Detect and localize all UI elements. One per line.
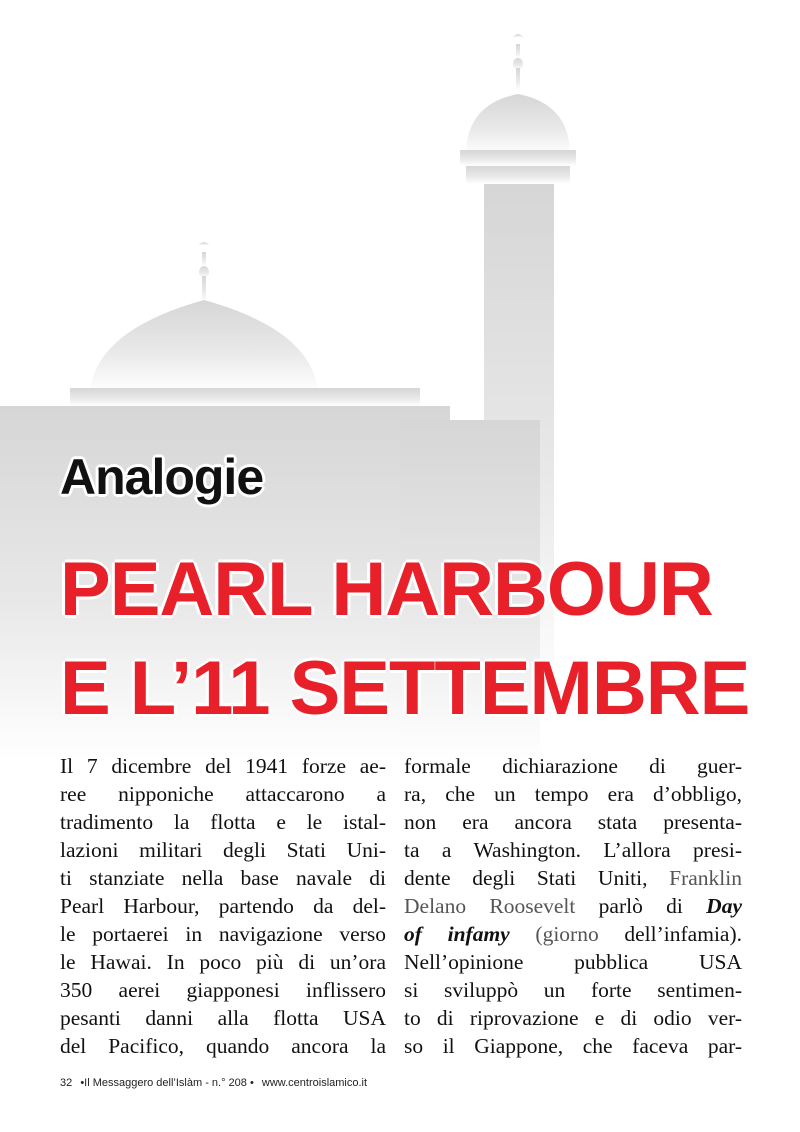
- text-line: le portaerei in navigazione verso: [60, 922, 386, 946]
- text-line: to di riprovazione e di odio ver-: [404, 1006, 742, 1030]
- text-line: Il 7 dicembre del 1941 forze ae-: [60, 754, 386, 778]
- text-segment: dente degli Stati Uniti,: [404, 866, 670, 890]
- article-column-left: [60, 752, 386, 1060]
- text-line: ta a Washington. L’allora presi-: [404, 838, 742, 862]
- text-segment: (giorno: [509, 922, 599, 946]
- text-line: lazioni militari degli Stati Uni-: [60, 838, 386, 862]
- text-line: le Hawai. In poco più di un’ora: [60, 950, 386, 974]
- text-line: Pearl Harbour, partendo da del-: [60, 894, 386, 918]
- text-line: formale dichiarazione di guer-: [404, 754, 742, 778]
- article-column-right: [404, 752, 742, 1060]
- magazine-name: •Il Messaggero dell’Islàm - n.° 208 •: [80, 1077, 254, 1089]
- text-line: tradimento la flotta e le istal-: [60, 810, 386, 834]
- website-link[interactable]: www.centroislamico.it: [261, 1077, 368, 1089]
- text-line: Nell’opinione pubblica USA: [404, 950, 742, 974]
- text-segment: dell’infamia).: [598, 922, 742, 946]
- emphasis-text: Day: [706, 894, 742, 918]
- text-line: non era ancora stata presenta-: [404, 810, 742, 834]
- section-kicker: Analogie: [60, 449, 264, 505]
- name-highlight: Franklin: [669, 866, 742, 890]
- text-line: del Pacifico, quando ancora la: [60, 1034, 386, 1058]
- text-line: 350 aerei giapponesi inflissero: [60, 978, 386, 1002]
- text-line: si sviluppò un forte sentimen-: [404, 978, 742, 1002]
- emphasis-text: of infamy: [404, 922, 510, 946]
- text-line: [404, 864, 742, 892]
- page-number: 32: [60, 1077, 73, 1089]
- name-highlight: Delano Roosevelt: [404, 894, 576, 918]
- text-segment: parlò di: [575, 894, 707, 918]
- text-line: [404, 892, 742, 920]
- text-line: ti stanziate nella base navale di: [60, 866, 386, 890]
- headline-line-1: PEARL HARBOUR: [60, 547, 713, 632]
- text-line: ra, che un tempo era d’obbligo,: [404, 782, 742, 806]
- text-line: [404, 920, 742, 948]
- text-line: pesanti danni alla flotta USA: [60, 1006, 386, 1030]
- headline-line-2: E L’11 SETTEMBRE: [60, 646, 750, 731]
- text-line: so il Giappone, che faceva par-: [404, 1034, 742, 1058]
- page-footer: [60, 1077, 372, 1089]
- text-line: ree nipponiche attaccarono a: [60, 782, 386, 806]
